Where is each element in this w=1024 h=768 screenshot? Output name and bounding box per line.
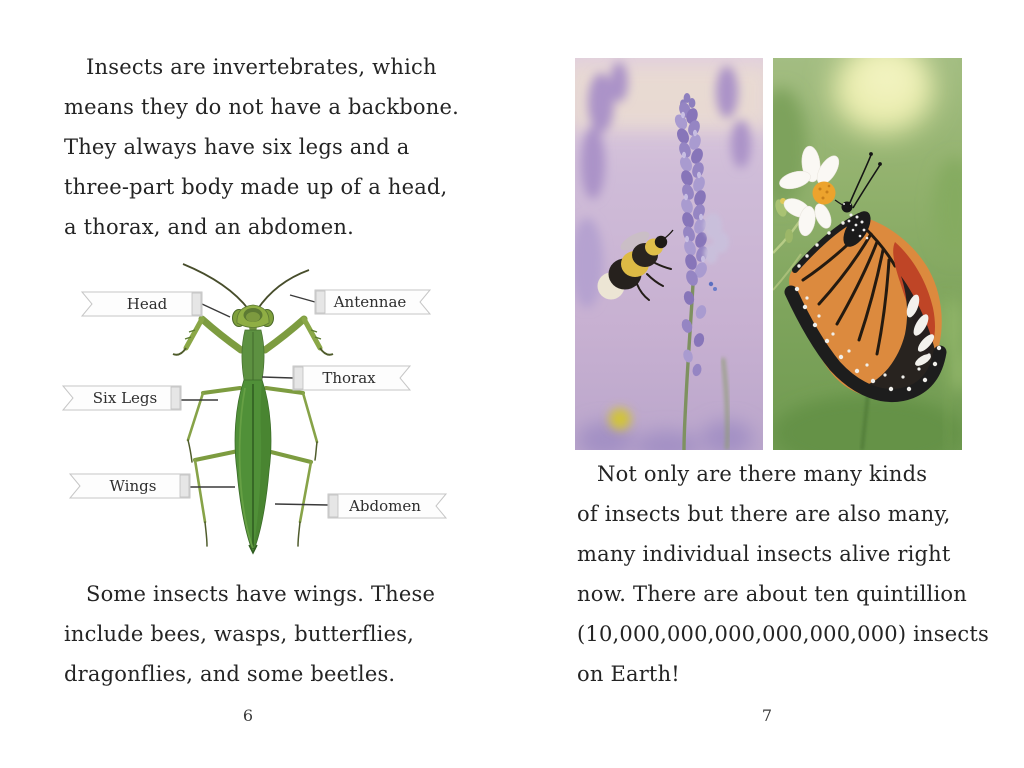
text-line: Insects are invertebrates, which	[86, 55, 437, 79]
text-line: include bees, wasps, butterflies,	[64, 622, 415, 646]
left-page-number: 6	[242, 706, 254, 725]
butterfly-photo	[773, 58, 962, 450]
text-line: Not only are there many kinds	[597, 462, 928, 486]
text-line: now. There are about ten quintillion	[577, 582, 967, 606]
text-line: a thorax, and an abdomen.	[64, 215, 355, 239]
label-head: Head	[126, 295, 168, 313]
mantis-head	[233, 305, 274, 328]
left-paragraph-2	[64, 574, 504, 694]
label-six-legs: Six Legs	[92, 389, 158, 407]
label-abdomen: Abdomen	[349, 497, 421, 515]
text-line: means they do not have a backbone.	[64, 95, 459, 119]
text-line: Some insects have wings. These	[86, 582, 436, 606]
yellow-flower-blur	[609, 408, 631, 430]
bee-lavender-photo	[575, 58, 763, 450]
mantis-abdomen	[235, 380, 271, 553]
text-line: dragonflies, and some beetles.	[64, 662, 396, 686]
butterfly-photo-art	[773, 58, 962, 450]
left-paragraph-1	[64, 47, 504, 247]
praying-mantis-illustration	[55, 256, 465, 561]
insect-anatomy-diagram	[55, 256, 465, 561]
label-antennae: Antennae	[333, 293, 407, 311]
text-line: many individual insects alive right	[577, 542, 951, 566]
bee-lavender-photo-art	[575, 58, 763, 450]
text-line: (10,000,000,000,000,000,000) insects	[577, 622, 989, 646]
text-line: on Earth!	[577, 662, 680, 686]
text-line: They always have six legs and a	[64, 135, 410, 159]
mantis-thorax	[242, 326, 264, 385]
right-paragraph-1	[577, 454, 989, 694]
label-wings: Wings	[109, 477, 157, 495]
text-line: of insects but there are also many,	[577, 502, 951, 526]
text-line: three-part body made up of a head,	[64, 175, 448, 199]
label-thorax: Thorax	[322, 369, 376, 387]
right-page-number: 7	[761, 706, 773, 725]
